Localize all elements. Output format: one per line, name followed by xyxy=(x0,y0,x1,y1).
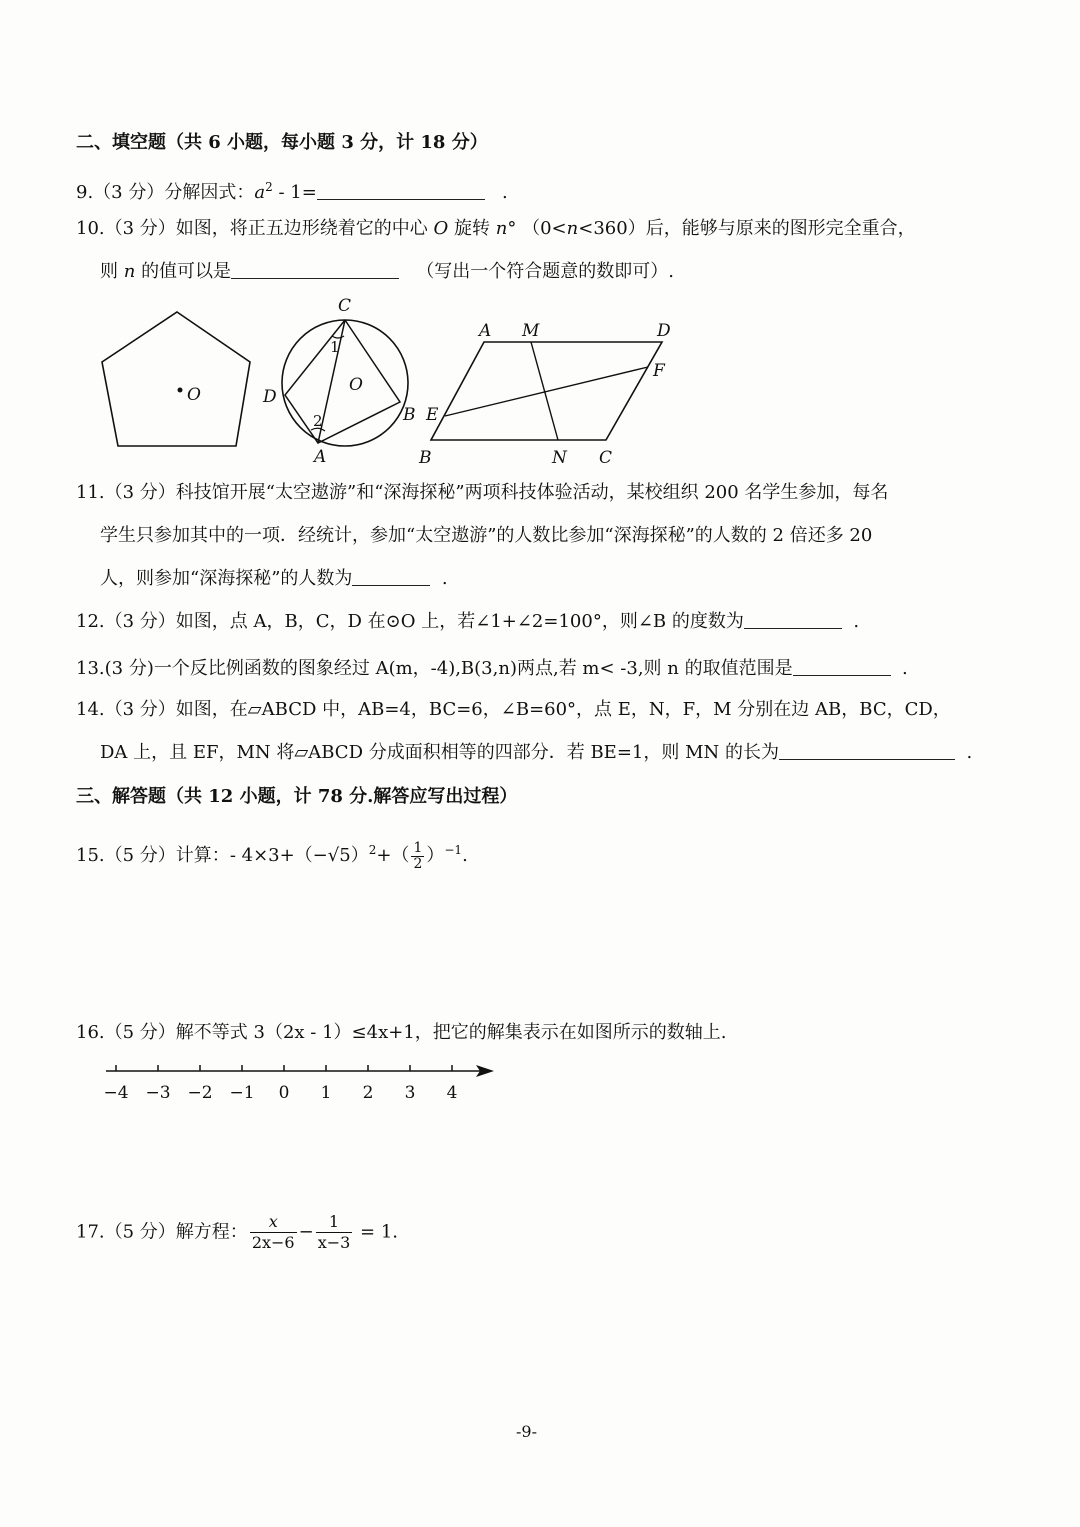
q15-plus: +（ xyxy=(376,845,410,866)
q11-tail: . xyxy=(441,568,448,589)
q13-tail: . xyxy=(902,658,908,679)
q15-den: 2 xyxy=(413,855,423,872)
q14-tail: . xyxy=(966,742,973,763)
q17-f1-den: 2x−6 xyxy=(251,1233,295,1252)
q15-close: ） xyxy=(426,845,445,866)
q10-line2b: 的值可以是 xyxy=(141,261,232,282)
q14-answer-blank[interactable] xyxy=(779,741,955,760)
question-14-line2 xyxy=(100,740,972,766)
q9-tail: . xyxy=(501,182,508,203)
q17-head: 17.（5 分）解方程： xyxy=(76,1221,248,1243)
para-label-e: E xyxy=(426,405,439,425)
question-16: 16.（5 分）解不等式 3（2x - 1）≤4x+1，把它的解集表示在如图所示的数轴上. xyxy=(76,1022,727,1043)
q12-tail: . xyxy=(853,611,860,632)
question-11-line1: 11.（3 分）科技馆开展“太空遨游”和“深海探秘”两项科技体验活动，某校组织 200 名学生参加，每名 xyxy=(76,482,889,503)
question-12 xyxy=(76,609,859,635)
q10-mid3: <360）后，能够与原来的图形完全重合， xyxy=(578,218,916,239)
q15-exp2: 2 xyxy=(368,843,377,857)
pentagon-figure xyxy=(102,312,250,446)
circle-label-d: D xyxy=(263,387,277,407)
para-label-n: N xyxy=(552,448,567,468)
question-14-line1: 14.（3 分）如图，在▱ABCD 中，AB=4，BC=6，∠B=60°，点 E，N，F，M 分别在边 AB，BC，CD， xyxy=(76,699,951,720)
q17-fraction-2 xyxy=(316,1212,353,1253)
circle-label-c: C xyxy=(338,296,352,316)
pentagon-center-dot xyxy=(178,388,183,393)
q17-f2-den: x−3 xyxy=(317,1233,351,1252)
q9-answer-blank[interactable] xyxy=(317,181,485,200)
question-11-line3 xyxy=(100,566,448,592)
circle-angle-2: 2 xyxy=(313,412,323,430)
number-line-label: 2 xyxy=(362,1083,374,1103)
q12-text: 12.（3 分）如图，点 A，B，C，D 在⊙O 上，若∠1+∠2=100°，则∠B 的度数为 xyxy=(76,611,744,632)
q10-head: 10.（3 分）如图，将正五边形绕着它的中心 xyxy=(76,218,428,239)
q10-mid2: （0< xyxy=(522,218,567,239)
circle-label-b: B xyxy=(403,405,416,425)
q15-exp-minus1: −1 xyxy=(444,843,463,857)
q13-answer-blank[interactable] xyxy=(793,657,891,676)
question-11-line2: 学生只参加其中的一项．经统计，参加“太空遨游”的人数比参加“深海探秘”的人数的 2 倍还多 20 xyxy=(100,525,873,546)
circle-figure xyxy=(262,296,416,467)
parallelogram-figure xyxy=(418,321,671,468)
question-15 xyxy=(76,837,468,872)
circle-angle-1: 1 xyxy=(330,338,340,356)
q10-line2a: 则 xyxy=(100,261,118,282)
q11-line3-text: 人，则参加“深海探秘”的人数为 xyxy=(100,568,353,589)
section-2-heading: 二、填空题（共 6 小题，每小题 3 分，计 18 分） xyxy=(76,132,488,153)
para-label-f: F xyxy=(653,361,665,381)
q14-line2-text: DA 上，且 EF，MN 将▱ABCD 分成面积相等的四部分．若 BE=1，则 MN 的长为 xyxy=(100,742,779,763)
figures-row xyxy=(0,290,1080,490)
number-line-label: 1 xyxy=(320,1083,332,1103)
number-line-label: 4 xyxy=(446,1083,458,1103)
q17-eq: = 1. xyxy=(360,1221,399,1243)
para-label-a: A xyxy=(479,321,492,341)
q10-line2c: （写出一个符合题意的数即可）. xyxy=(416,261,674,282)
q15-end: . xyxy=(462,845,468,866)
q12-answer-blank[interactable] xyxy=(744,610,842,629)
q11-answer-blank[interactable] xyxy=(352,567,430,586)
q15-fraction xyxy=(411,841,424,872)
question-10-line2: 则 n 的值可以是 （写出一个符合题意的数即可）. xyxy=(100,261,674,282)
para-label-d: D xyxy=(657,321,671,341)
number-line-label: −2 xyxy=(187,1083,213,1103)
q17-f1-num: x xyxy=(250,1212,297,1233)
circle-label-a: A xyxy=(314,447,327,467)
q15-expr1: - 4×3+（−√5） xyxy=(229,845,369,866)
q9-head: 9.（3 分）分解因式： xyxy=(76,182,255,203)
question-17 xyxy=(76,1212,398,1253)
question-9: 9.（3 分）分解因式：$a^2 - 1=$ . xyxy=(76,180,508,203)
q10-answer-blank[interactable] xyxy=(231,260,399,279)
para-label-m: M xyxy=(522,321,540,341)
page-number: -9- xyxy=(516,1422,537,1441)
number-line-label: −4 xyxy=(103,1083,129,1103)
question-10: 10.（3 分）如图，将正五边形绕着它的中心 O 旋转 n° （0<n<360）后，能够与原来的图形完全重合， xyxy=(76,218,916,239)
pentagon-label-o: O xyxy=(187,385,201,405)
q15-num: 1 xyxy=(413,839,423,856)
q17-f2-num: 1 xyxy=(316,1212,353,1233)
q15-head: 15.（5 分）计算： xyxy=(76,845,230,866)
number-line-label: −1 xyxy=(229,1083,255,1103)
number-line-label: 3 xyxy=(404,1083,416,1103)
para-label-c: C xyxy=(599,448,613,468)
number-line xyxy=(96,1058,516,1108)
question-13 xyxy=(76,656,908,682)
q13-text: 13.(3 分)一个反比例函数的图象经过 A(m，-4),B(3,n)两点,若 m< -3,则 n 的取值范围是 xyxy=(76,658,793,679)
circle-label-o: O xyxy=(349,375,363,395)
para-label-b: B xyxy=(419,448,432,468)
number-line-label: −3 xyxy=(145,1083,171,1103)
q10-mid1: 旋转 xyxy=(454,218,491,239)
q17-minus: − xyxy=(298,1221,314,1243)
section-3-heading: 三、解答题（共 12 小题，计 78 分.解答应写出过程） xyxy=(76,786,518,807)
q17-fraction-1 xyxy=(250,1212,297,1253)
number-line-label: 0 xyxy=(278,1083,290,1103)
